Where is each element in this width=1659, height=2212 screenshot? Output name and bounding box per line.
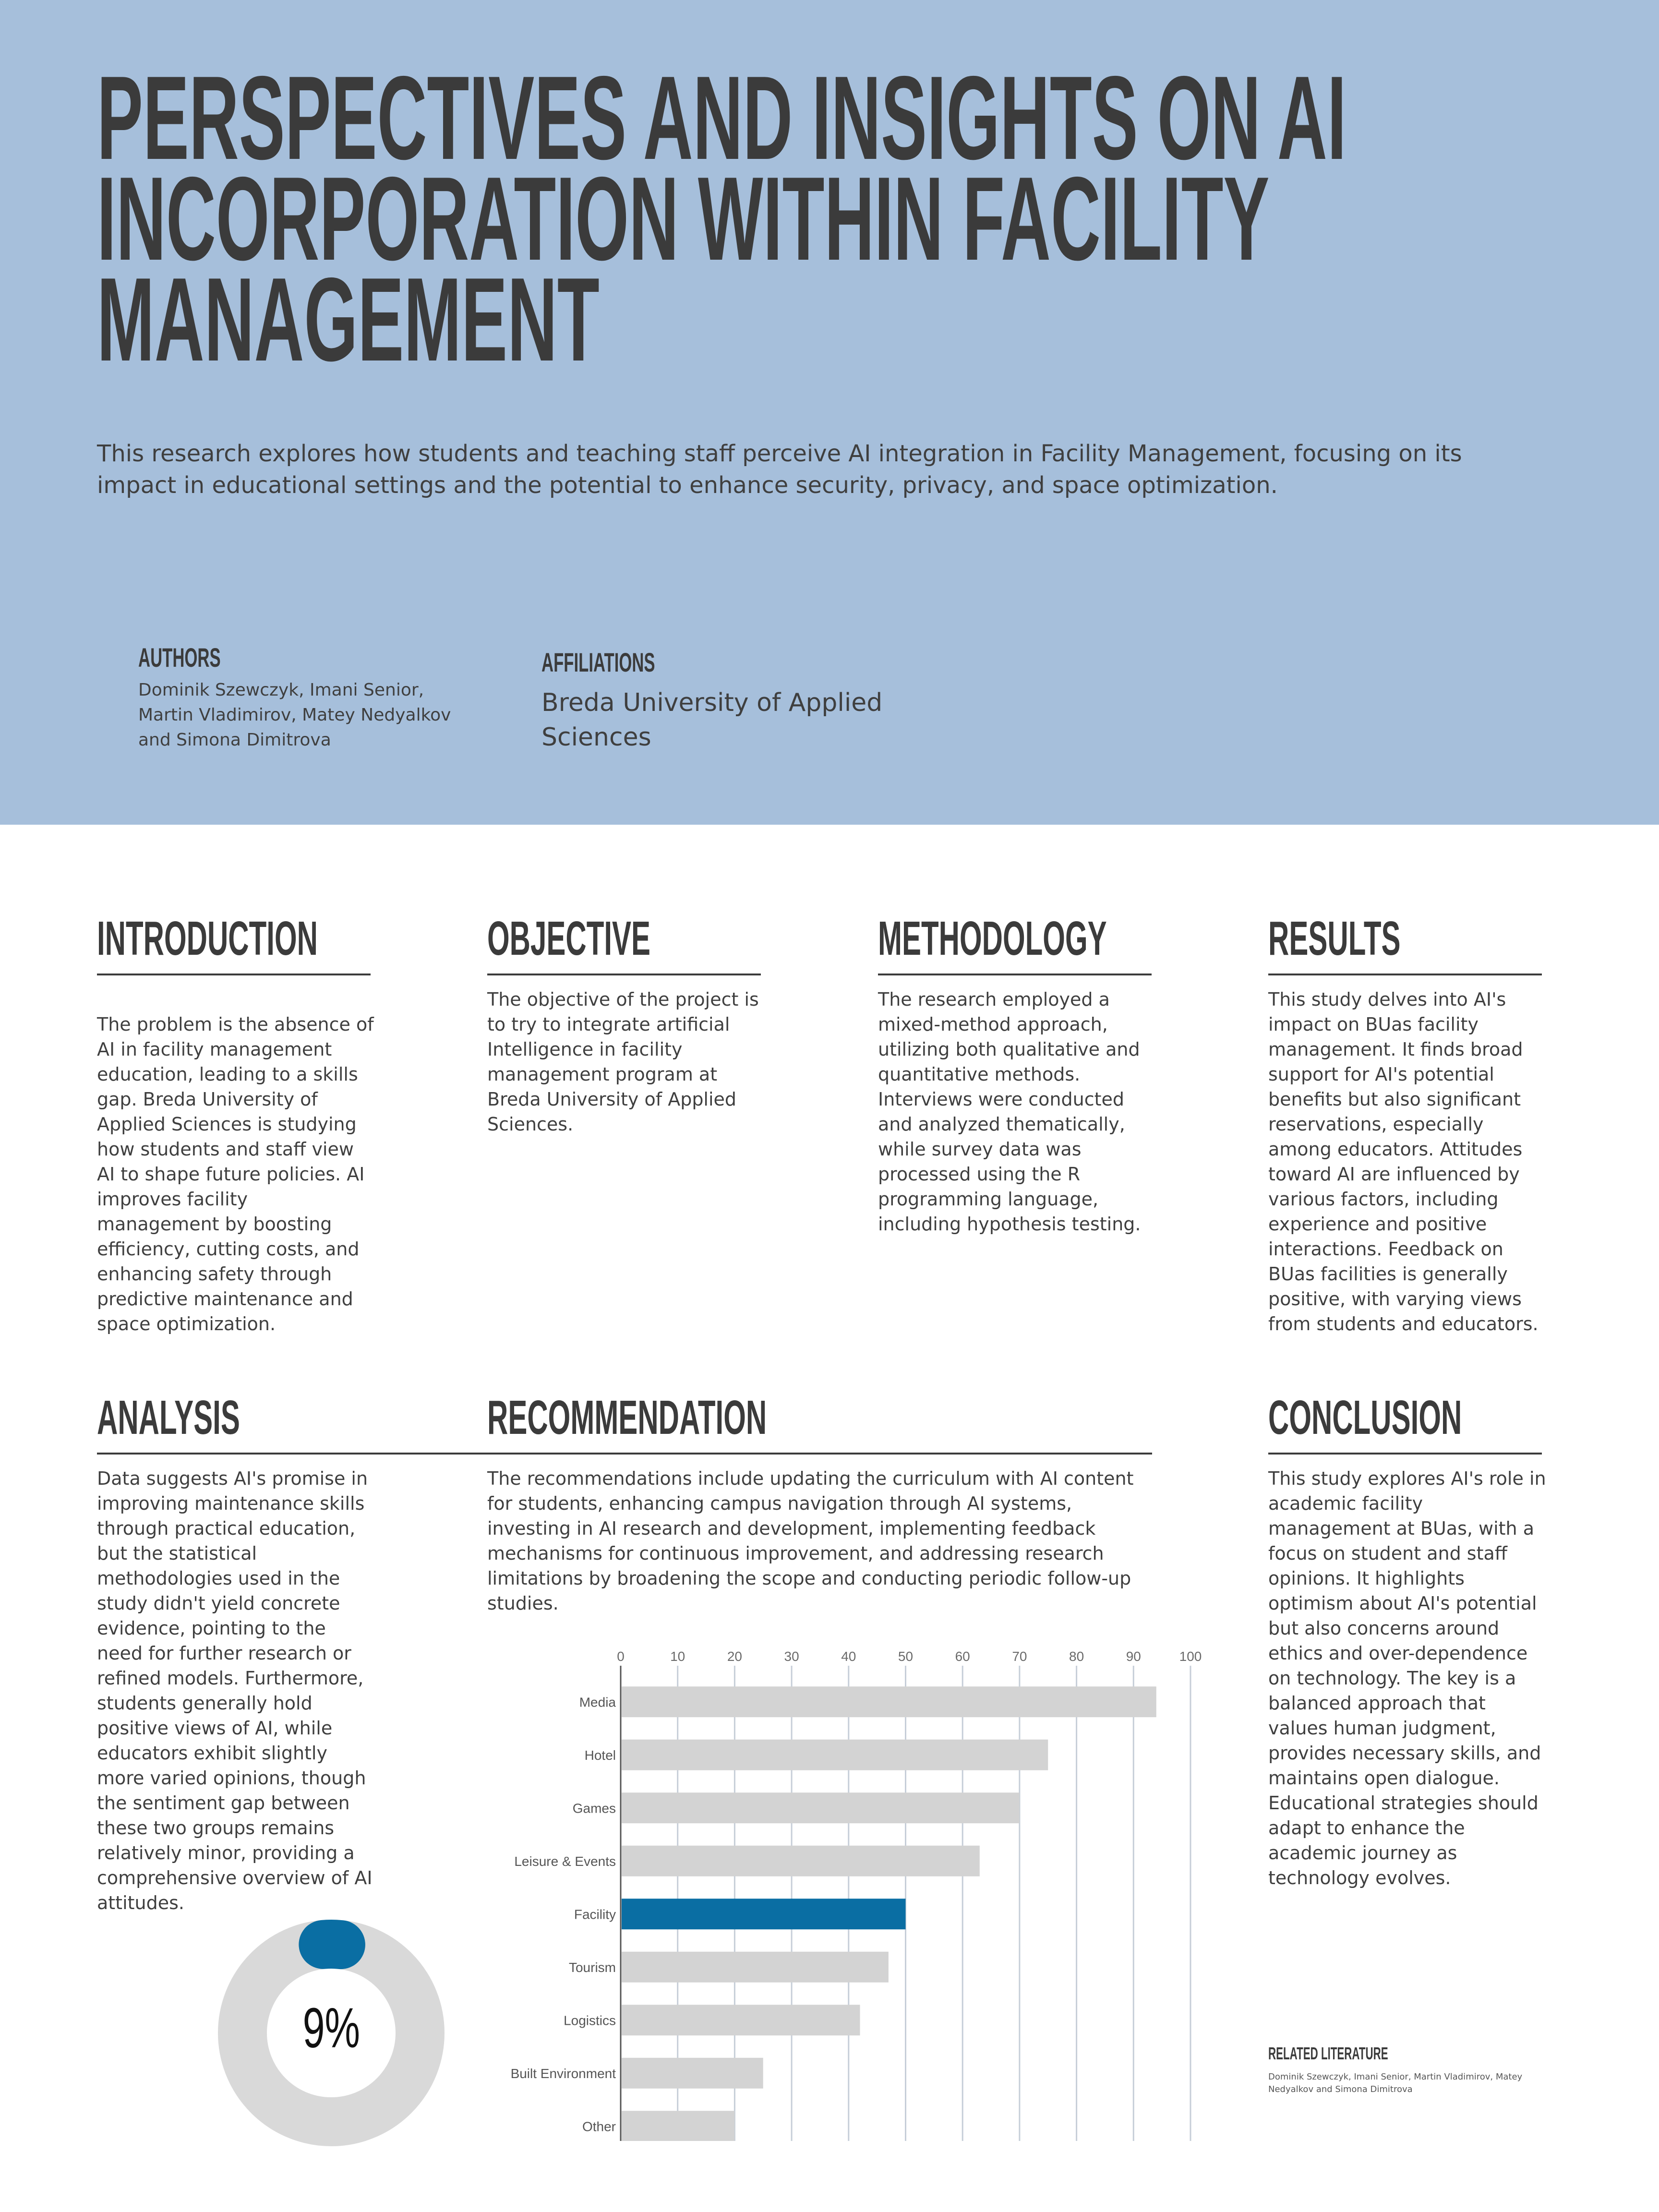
category-label: Other — [582, 2119, 616, 2134]
objective-rule — [487, 974, 761, 975]
affiliations-label: AFFILIATIONS — [541, 647, 655, 677]
recommendation-text: The recommendations include updating the curriculum with AI content for students, enhancing campus navigation through AI systems, investing in AI research and development, implementing feedback mechanisms for continuous improvement, and addressing research limitations by broadening the scope and conducting periodic follow-up studies. — [487, 1468, 1134, 1614]
x-tick-label: 40 — [841, 1649, 856, 1664]
x-tick-label: 50 — [898, 1649, 914, 1664]
bar-media — [622, 1686, 1156, 1717]
related-literature-heading: RELATED LITERATURE — [1268, 2044, 1388, 2063]
bar-built-environment — [622, 2058, 763, 2089]
x-tick-label: 0 — [617, 1649, 625, 1664]
donut-value-arc — [323, 1944, 341, 1945]
results-rule — [1268, 974, 1542, 975]
related-literature-text: Dominik Szewczyk, Imani Senior, Martin Vladimirov, Matey Nedyalkov and Simona Dimitrova — [1268, 2072, 1523, 2094]
category-label: Media — [579, 1695, 616, 1710]
affiliations-text: Breda University of Applied Sciences — [541, 688, 883, 752]
bar-hotel — [622, 1740, 1048, 1770]
recommendation-heading: RECOMMENDATION — [487, 1391, 767, 1444]
objective-heading: OBJECTIVE — [487, 912, 651, 965]
analysis-text: Data suggests AI's promise in improving maintenance skills through practical education, but the statistical methodologies used in the study didn't yield concrete evidence, pointing to the need for further research or refined models. Furthermore, students generally hold positive views of AI, while educators exhibit slightly more varied opinions, though the sentiment gap between these two groups remains relatively minor, providing a comprehensive overview of AI attitudes. — [97, 1468, 373, 1913]
methodology-rule — [878, 974, 1152, 975]
category-label: Games — [572, 1801, 616, 1816]
bar-chart — [499, 1647, 1210, 2141]
x-tick-label: 100 — [1179, 1649, 1202, 1664]
x-tick-label: 10 — [670, 1649, 685, 1664]
introduction-heading: INTRODUCTION — [97, 912, 318, 965]
bar-facility — [622, 1899, 906, 1929]
conclusion-heading: CONCLUSION — [1268, 1391, 1462, 1444]
category-label: Facility — [574, 1907, 616, 1922]
bar-tourism — [622, 1952, 889, 1983]
subtitle: This research explores how students and teaching staff perceive AI integration in Facility Management, focusing on its impact in educational settings and the potential to enhance security, privacy, and space optimization. — [97, 440, 1462, 499]
donut-percentage-text: 9% — [302, 1996, 360, 2060]
conclusion-text: This study explores AI's role in academic facility management at BUas, with a focus on student and staff opinions. It highlights optimism about AI's potential but also concerns around ethics and over-dependence on technology. The key is a balanced approach that values human judgment, provides necessary skills, and maintains open dialogue. Educational strategies should adapt to enhance the academic journey as technology evolves. — [1268, 1468, 1546, 1888]
conclusion-rule — [1268, 1453, 1542, 1455]
title-line-3: MANAGEMENT — [97, 252, 600, 386]
title-line-2: INCORPORATION WITHIN FACILITY — [97, 152, 1270, 285]
x-tick-label: 60 — [955, 1649, 970, 1664]
x-tick-label: 80 — [1069, 1649, 1084, 1664]
x-tick-label: 20 — [727, 1649, 742, 1664]
methodology-text: The research employed a mixed-method approach, utilizing both qualitative and quantitative methods. Interviews were conducted and analyzed thematically, while survey data was processed using the R programming language, including hypothesis testing. — [878, 989, 1141, 1235]
bar-logistics — [622, 2005, 860, 2035]
results-text: This study delves into AI's impact on BUas facility management. It finds broad support for AI's potential benefits but also significant reservations, especially among educators. Attitudes toward AI are influenced by various factors, including experience and positive interactions. Feedback on BUas facilities is generally positive, with varying views from students and educators. — [1268, 989, 1539, 1334]
title-line-1: PERSPECTIVES AND INSIGHTS ON AI — [97, 51, 1346, 184]
poster-title — [97, 51, 1659, 386]
authors-list: Dominik Szewczyk, Imani Senior, Martin Vladimirov, Matey Nedyalkov and Simona Dimitrova — [138, 680, 451, 750]
category-label: Logistics — [564, 2013, 616, 2028]
category-label: Leisure & Events — [514, 1853, 616, 1869]
bar-leisure-events — [622, 1846, 980, 1876]
x-tick-label: 90 — [1126, 1649, 1141, 1664]
results-heading: RESULTS — [1268, 912, 1401, 965]
donut-percentage — [278, 1996, 384, 2060]
category-label: Built Environment — [510, 2066, 616, 2081]
bar-other — [622, 2111, 734, 2141]
methodology-heading: METHODOLOGY — [878, 912, 1107, 965]
objective-text: The objective of the project is to try to integrate artificial Intelligence in facility management program at Breda University of Applied Sciences. — [487, 989, 759, 1135]
authors-label: AUTHORS — [138, 642, 221, 673]
category-label: Hotel — [584, 1747, 616, 1763]
introduction-text: The problem is the absence of AI in facility management education, leading to a skills gap. Breda University of Applied Sciences is studying how students and staff view AI to shape future policies. AI improves facility management by boosting efficiency, cutting costs, and enhancing safety through predictive maintenance and space optimization. — [97, 1014, 374, 1334]
bar-games — [622, 1792, 1020, 1823]
analysis-heading: ANALYSIS — [97, 1391, 240, 1444]
category-label: Tourism — [568, 1960, 616, 1975]
analysis-recommendation-rule — [97, 1453, 1152, 1455]
x-tick-label: 30 — [784, 1649, 799, 1664]
x-tick-label: 70 — [1012, 1649, 1027, 1664]
introduction-rule — [97, 974, 371, 975]
